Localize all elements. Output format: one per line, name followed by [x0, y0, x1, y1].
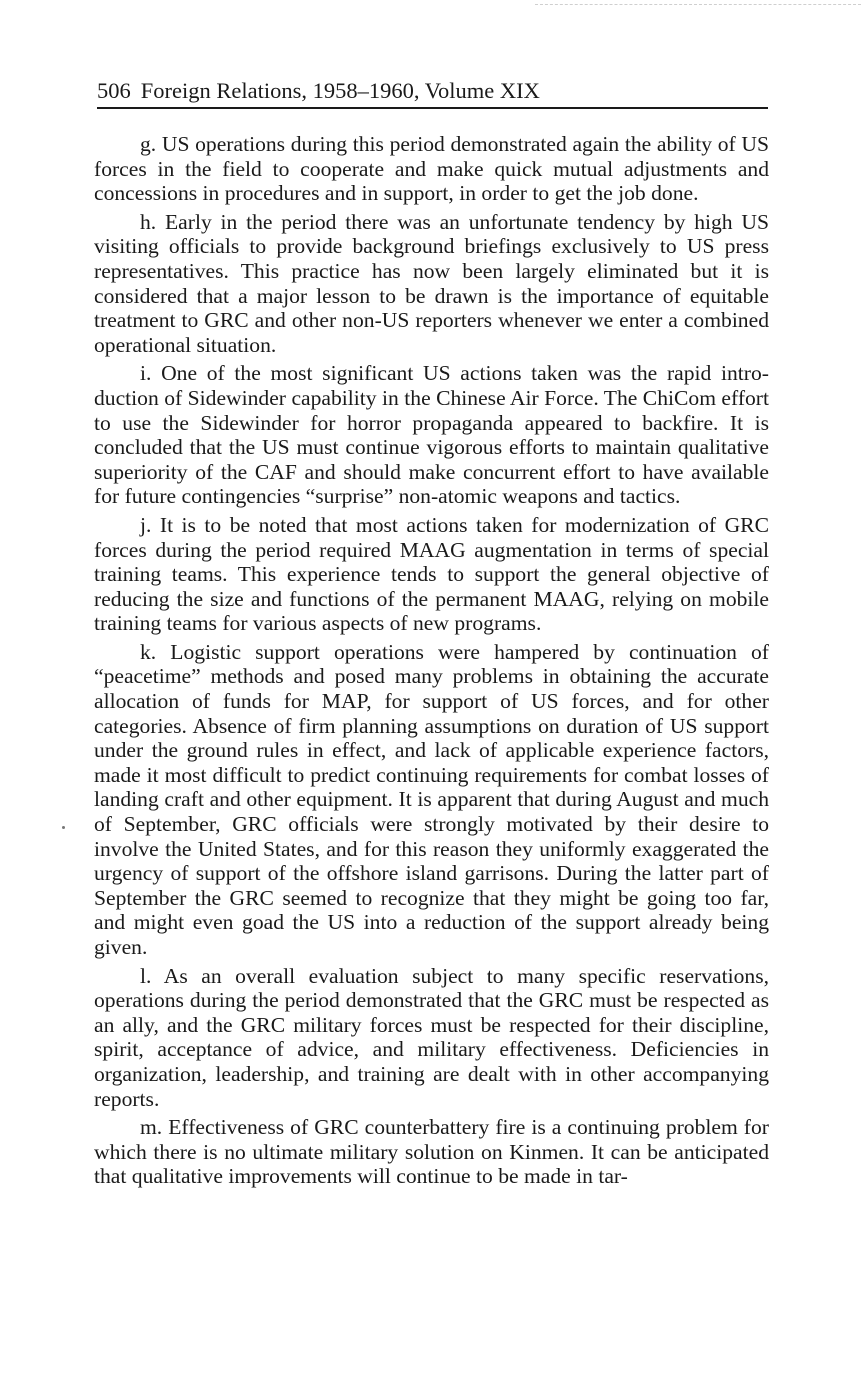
paragraph-i: i. One of the most significant US actions taken was the rapid introduction of Sidewinder capability in the Chinese Air Force. The ChiCom effort to use the Sidewinder for horror propaganda appeared to backfire. It is concluded that the US must continue vigorous efforts to maintain qualitative superiority of the CAF and should make concurrent effort to have available for future contingencies “surprise” non-atomic weapons and tactics. [94, 361, 769, 509]
body-text [94, 132, 769, 1189]
header-rule [97, 107, 768, 109]
running-header [97, 77, 768, 105]
paragraph-m: m. Effectiveness of GRC counterbattery fire is a continuing problem for which there is no ultimate military solution on Kinmen. It can be anticipated that qualitative improvements will continue to be made in tar- [94, 1115, 769, 1189]
scan-edge-line [535, 4, 861, 5]
running-title: Foreign Relations, 1958–1960, Volume XIX [140, 78, 540, 103]
paragraph-j: j. It is to be noted that most actions taken for modernization of GRC forces during the period required MAAG augmentation in terms of special training teams. This experience tends to support the general objective of reducing the size and functions of the permanent MAAG, relying on mobile training teams for various aspects of new programs. [94, 512, 769, 636]
paragraph-h: h. Early in the period there was an unfortunate tendency by high US visiting officials to provide background briefings exclusively to US press representatives. This practice has now been largely eliminated but it is considered that a major lesson to be drawn is the importance of equitable treatment to GRC and other non-US reporters whenever we enter a combined operational situation. [94, 209, 769, 357]
paragraph-g: g. US operations during this period demonstrated again the ability of US forces in the field to cooperate and make quick mutual adjustments and concessions in procedures and in support, in order to get the job done. [94, 132, 769, 206]
paragraph-l: l. As an overall evaluation subject to many specific reservations, operations during the period demonstrated that the GRC must be respected as an ally, and the GRC military forces must be respected for their discipline, spirit, acceptance of advice, and military effectiveness. Deficiencies in organization, leadership, and training are dealt with in other accompanying reports. [94, 963, 769, 1111]
paragraph-k: k. Logistic support operations were hampered by continuation of “peacetime” methods and posed many problems in obtaining the accurate allocation of funds for MAP, for support of US forces, and for other categories. Absence of firm planning assumptions on duration of US support under the ground rules in effect, and lack of applicable experience factors, made it most difficult to predict continuing requirements for combat losses of landing craft and other equipment. It is apparent that during August and much of September, GRC officials were strongly motivated by their desire to involve the United States, and for this reason they uniformly exaggerated the urgency of support of the offshore island garrisons. During the latter part of September the GRC seemed to recognize that they might be going too far, and might even goad the US into a reduction of the support already being given. [94, 639, 769, 959]
stray-mark [62, 826, 65, 829]
page-number: 506 [97, 78, 131, 103]
